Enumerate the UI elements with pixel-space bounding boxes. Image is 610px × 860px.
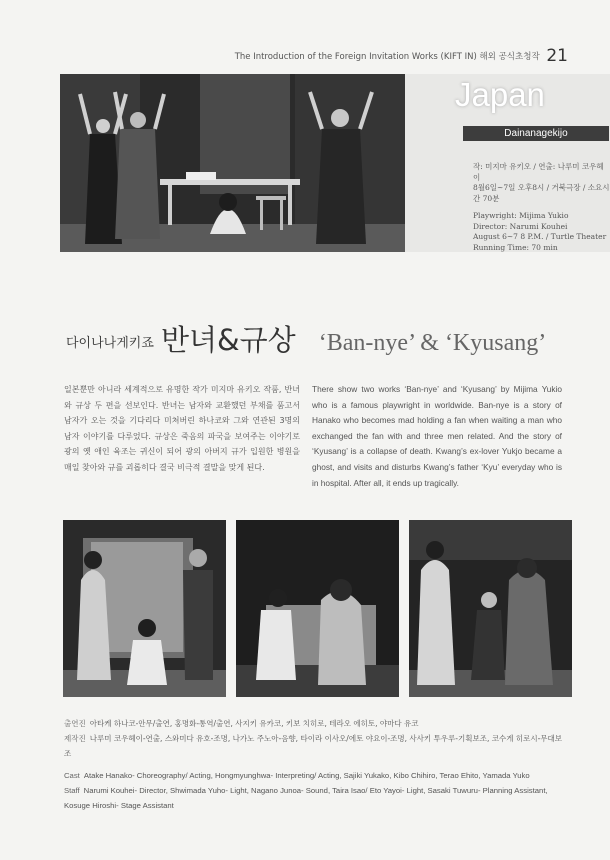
staff-en	[64, 783, 564, 813]
work-title-en: ‘Ban-nye’ & ‘Kyusang’	[318, 330, 547, 356]
page-number: 21	[546, 46, 568, 66]
synopsis-english: There show two works ‘Ban-nye’ and ‘Kyusang’ by Mijima Yukio who is a famous playwright in worldwide. Ban-nye is a story of Hanako who becomes mad holding a fan when waiting a man who exchanged the fan with and three men related. And the story of ‘Kyusang’ is a collapse of death. Kwang’s ex-lover Yukjo became a ghost, and visits and disturbs Kwang’s father ‘Kyu’ everyday who is in hospital. After all, it ends up tragically.	[312, 384, 562, 488]
staff-label-en: Staff	[64, 785, 80, 795]
cast-ko	[64, 716, 564, 731]
company-label: Dainanagekijo	[463, 126, 609, 141]
cast-label-ko: 출연진	[64, 719, 86, 728]
stage-photo-2	[236, 520, 399, 697]
staff-ko	[64, 731, 564, 761]
hero-stage-photo	[60, 74, 405, 252]
stage-photo-3	[409, 520, 572, 697]
work-title-ko: 반녀&규상	[161, 323, 296, 357]
info-en-line: Running Time: 70 min	[473, 242, 558, 252]
info-ko-line: 작: 미지마 유키오 / 연출: 나루미 코우헤이	[473, 162, 604, 182]
cast-en	[64, 768, 564, 783]
hero-banner	[60, 74, 610, 252]
info-en-line: Playwright: Mijima Yukio	[473, 211, 569, 220]
production-info	[473, 162, 610, 252]
cast-label-en: Cast	[64, 770, 80, 780]
company-name-ko: 다이나나게키죠	[66, 336, 154, 351]
credits-block	[64, 716, 564, 813]
stage-photo-1	[63, 520, 226, 697]
header-text: The Introduction of the Foreign Invitation Works (KIFT IN) 해외 공식초청작	[234, 52, 540, 62]
info-en-line: August 6~7 8 P.M. / Turtle Theater	[473, 232, 607, 241]
staff-en-text: Narumi Kouhei- Director, Shwimada Yuho- Light, Nagano Junoa- Sound, Taira Isao/ Eto Yayoi- Light, Sasaki Tuwuru- Planning Assistant, Kosuge Hiroshi- Stage Assistant	[64, 785, 548, 811]
cast-ko-text: 아타케 하나코-안무/출연, 홍명화-통역/출연, 사지키 유카코, 키보 치히로, 테라오 에히토, 야마다 유코	[89, 719, 419, 728]
staff-label-ko: 제작진	[64, 734, 86, 744]
info-ko-line: 8월6일~7일 오후8시 / 거북극장 / 소요시간 70분	[473, 183, 610, 203]
country-title: Japan	[455, 76, 545, 113]
article-title	[66, 318, 546, 359]
staff-ko-text: 나루미 코우헤이-연출, 스와미다 유호-조명, 나가노 주노아-음향, 타이라 이사오/에토 야요이-조명, 사사키 투우루-기획보조, 코수게 히로시-무대보조	[64, 734, 563, 759]
info-en-line: Director: Narumi Kouhei	[473, 221, 568, 231]
production-info-panel	[405, 74, 610, 252]
running-header	[235, 46, 568, 66]
synopsis-korean: 일본뿐만 아니라 세계적으로 유명한 작가 미지마 유키오 작품, 반녀와 규상 두 편을 선보인다. 반녀는 남자와 교환했던 부채를 품고서 남자가 오는 것을 기다리다 미쳐버린 하나코와 그와 연관된 3명의 남자 이야기를 다루었다. 규상은 죽음의 파국을 보여주는 이야기로 광의 옛 애인 육조는 귀신이 되어 광의 아버지 규가 입원한 병원을 매일 찾아와 규를 괴롭히다 결국 비극적 결말을 맞게 된다.	[64, 385, 300, 472]
cast-en-text: Atake Hanako- Choreography/ Acting, Hongmyunghwa- Interpreting/ Acting, Sajiki Yukako, Kibo Chihiro, Terao Ehito, Yamada Yuko	[83, 770, 530, 780]
